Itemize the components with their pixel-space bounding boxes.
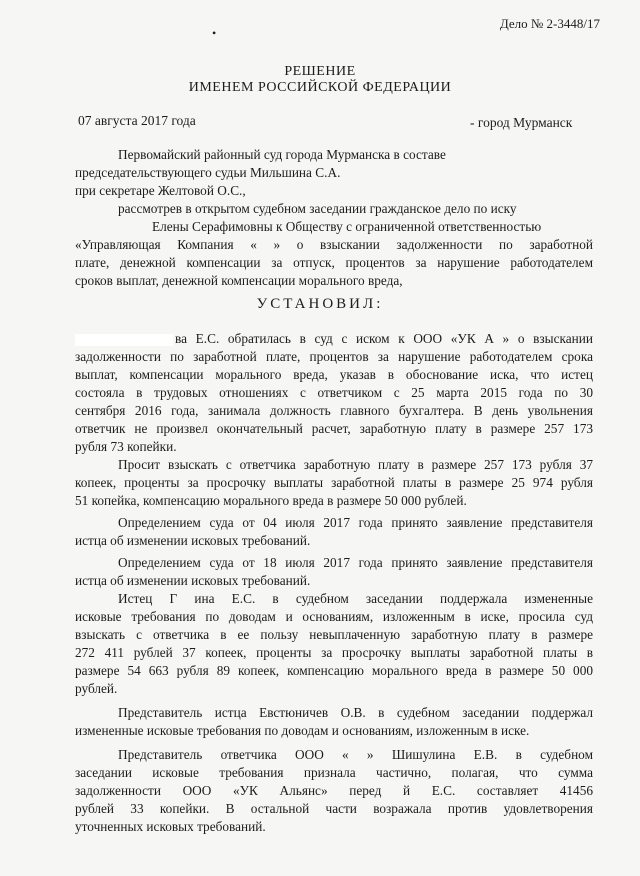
body-line: 51 копейка, компенсацию морального вреда в размере 50 000 рублей.	[75, 493, 467, 508]
body-line: ва Е.С. обратилась в суд с иском к ООО «УК А » о взыскании	[175, 331, 593, 346]
body-line: Представитель ответчика ООО « » Шишулина Е.В. в судебном	[118, 747, 593, 762]
body-line: Определением суда от 04 июля 2017 года принято заявление представителя	[118, 515, 593, 530]
intro-line: «Управляющая Компания « » о взыскании задолженности по заработной	[75, 237, 593, 252]
body-line: ответчик не произвел окончательный расчет, заработную плату в размере 257 173	[75, 421, 593, 436]
body-line: Истец Г ина Е.С. в судебном заседании поддержала измененные	[118, 591, 593, 606]
body-line: задолженности ООО «УК Альянс» перед й Е.С. составляет 41456	[75, 783, 593, 798]
body-line: 272 411 рублей 37 копеек, проценты за просрочку выплаты заработной платы в	[75, 645, 593, 660]
body-line: Определением суда от 18 июля 2017 года принято заявление представителя	[118, 555, 593, 570]
body-line: истца об изменении исковых требований.	[75, 573, 311, 588]
intro-line: Елены Серафимовны к Обществу с ограниченной ответственностью	[152, 219, 542, 234]
section-heading: УСТАНОВИЛ:	[256, 296, 384, 312]
body-line: Просит взыскать с ответчика заработную плату в размере 257 173 рубля 37	[118, 457, 593, 472]
intro-line: плате, денежной компенсации за отпуск, процентов за нарушение работодателем	[75, 255, 593, 270]
body-line: задолженности по заработной плате, процентов за нарушение работодателем срока	[75, 349, 593, 364]
body-line: взыскать с ответчика в ее пользу невыплаченную заработную плату в размере	[75, 627, 593, 642]
body-line: рубля 73 копейки.	[75, 439, 177, 454]
body-line: заседании исковые требования признала частично, полагая, что сумма	[75, 765, 593, 780]
body-line: рублей.	[75, 681, 118, 696]
body-line: истца об изменении исковых требований.	[75, 533, 311, 548]
document-city: - город Мурманск	[470, 115, 573, 130]
body-line: выплат, компенсации морального вреда, указав в обоснование иска, что истец	[75, 367, 593, 382]
redaction-block	[75, 334, 173, 346]
body-line: копеек, проценты за просрочку выплаты заработной платы в размере 25 974 рубля	[75, 475, 593, 490]
intro-line: при секретаре Желтовой О.С.,	[75, 183, 246, 198]
case-number: Дело № 2-3448/17	[499, 16, 600, 31]
body-line: уточненных исковых требований.	[75, 819, 266, 834]
title-decision: РЕШЕНИЕ	[284, 64, 356, 79]
body-line: рублей 33 копейки. В остальной части возражала против удовлетворения	[75, 801, 593, 816]
body-line: измененные исковые требования по доводам и основаниям, изложенным в иске.	[75, 723, 530, 738]
body-line: состояла в трудовых отношениях с ответчиком с 25 марта 2015 года по 30	[75, 385, 593, 400]
redacted-name	[75, 330, 173, 348]
intro-line: Первомайский районный суд города Мурманска в составе	[118, 147, 446, 162]
body-line: Представитель истца Евстюничев О.В. в судебном заседании поддержал	[118, 705, 593, 720]
top-mark: •	[212, 26, 217, 40]
intro-line: рассмотрев в открытом судебном заседании гражданское дело по иску	[118, 201, 517, 216]
intro-line: сроков выплат, денежной компенсации морального вреда,	[75, 273, 403, 288]
intro-line: председательствующего судьи Мильшина С.А.	[75, 165, 341, 180]
body-line: исковые требования по доводам и основаниям, изложенным в иске, просила суд	[75, 609, 593, 624]
document-date: 07 августа 2017 года	[78, 113, 196, 128]
body-line: размере 54 663 рубля 89 копеек, компенсацию морального вреда в размере 50 000	[75, 663, 593, 678]
title-in-name-of-federation: ИМЕНЕМ РОССИЙСКОЙ ФЕДЕРАЦИИ	[188, 80, 452, 95]
body-line: сентября 2016 года, занимала должность главного бухгалтера. В день увольнения	[75, 403, 593, 418]
